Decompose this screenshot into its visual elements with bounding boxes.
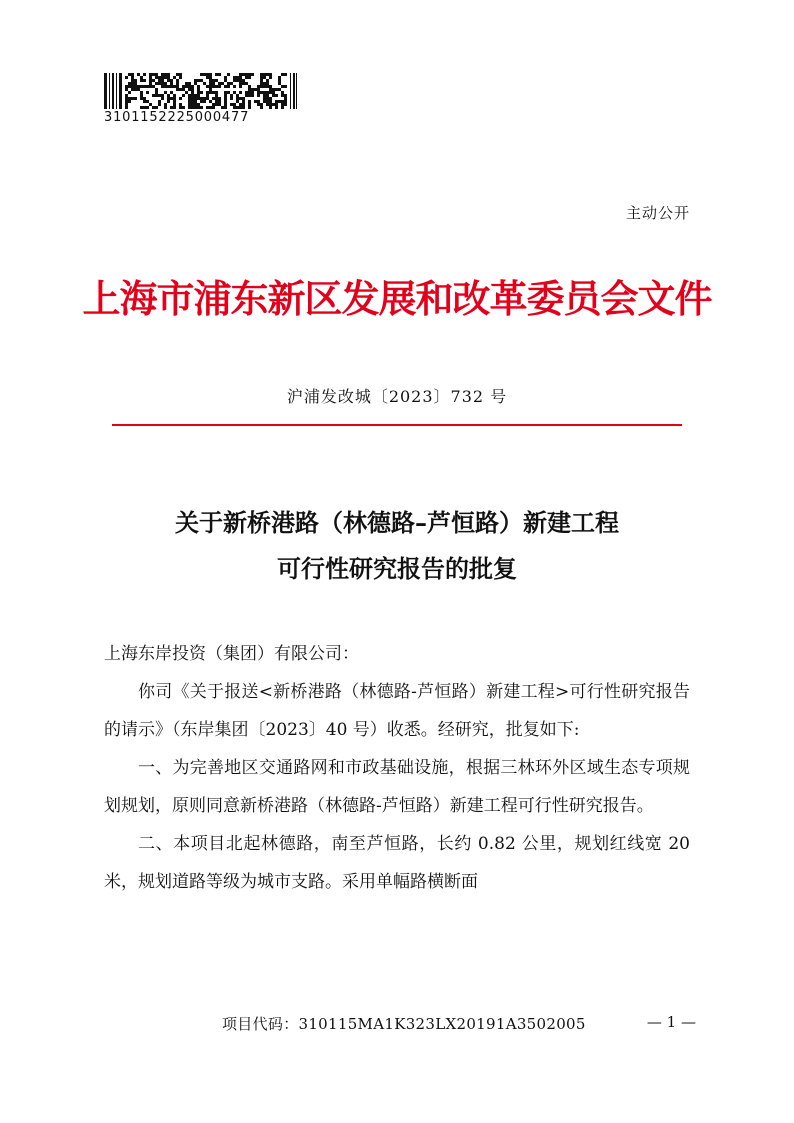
- body-paragraph-2: 一、为完善地区交通路网和市政基础设施，根据三林环外区域生态专项规划规划，原则同意新桥港路（林德路-芦恒路）新建工程可行性研究报告。: [104, 758, 690, 816]
- document-number: 沪浦发改城〔2023〕732 号: [286, 387, 508, 406]
- title-line-1: 关于新桥港路（林德路–芦恒路）新建工程: [175, 508, 619, 537]
- document-title: [0, 500, 794, 592]
- issuer-heading: 上海市浦东新区发展和改革委员会文件: [82, 276, 712, 321]
- body-paragraph-1: 你司《关于报送<新桥港路（林德路-芦恒路）新建工程>可行性研究报告的请示》（东岸集团〔2023〕40 号）收悉。经研究，批复如下:: [104, 682, 690, 740]
- barcode-image: [104, 73, 297, 109]
- barcode-number: 3101152225000477: [104, 110, 250, 125]
- page-number: — 1 —: [646, 1013, 696, 1031]
- body-paragraph-3: 二、本项目北起林德路，南至芦恒路，长约 0.82 公里，规划红线宽 20 米，规划道路等级为城市支路。采用单幅路横断面: [104, 834, 690, 892]
- disclosure-label: 主动公开: [625, 204, 690, 222]
- project-code: 项目代码：310115MA1K323LX20191A3502005: [222, 1015, 586, 1033]
- title-line-2: 可行性研究报告的批复: [277, 554, 517, 583]
- red-divider-line: [112, 424, 682, 426]
- salutation: 上海东岸投资（集团）有限公司：: [104, 644, 359, 664]
- document-body: [104, 635, 690, 901]
